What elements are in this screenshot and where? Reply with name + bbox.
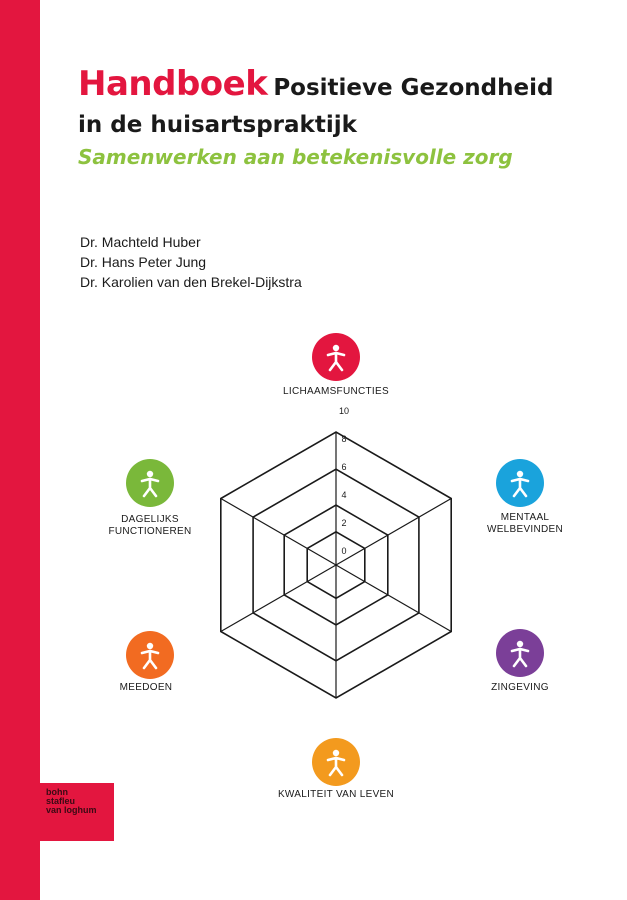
tick-label: 2 [341, 518, 347, 528]
title-line-2: in de huisartspraktijk [78, 112, 357, 138]
dimension-label: DAGELIJKS [121, 514, 179, 525]
runner-icon [312, 333, 360, 381]
dimension-label: FUNCTIONEREN [108, 526, 192, 537]
publisher-logo [40, 783, 114, 841]
subtitle: Samenwerken aan betekenisvolle zorg [78, 145, 513, 169]
title-handboek: Handboek [78, 64, 268, 104]
dimension-label: MEEDOEN [119, 682, 173, 693]
author-name: Dr. Machteld Huber [80, 234, 201, 250]
web-spoke [221, 565, 336, 632]
tick-label: 0 [341, 546, 347, 556]
person-arms-up-icon [496, 459, 544, 507]
author-name: Dr. Hans Peter Jung [80, 254, 207, 270]
hexagon-web [221, 432, 451, 698]
dimension-label: KWALITEIT VAN LEVEN [277, 789, 395, 800]
people-m-icon [126, 631, 174, 679]
dimension-label: MENTAAL [500, 512, 550, 523]
web-spoke [221, 499, 336, 566]
publisher-word: van loghum [46, 805, 97, 815]
publisher-word: stafleu [46, 796, 76, 806]
dimension-label: ZINGEVING [491, 682, 549, 693]
dimension-label: WELBEVINDEN [486, 524, 564, 535]
tick-label: 10 [338, 406, 350, 416]
sun-people-icon [312, 738, 360, 786]
web-spoke [336, 499, 451, 566]
author-name: Dr. Karolien van den Brekel-Dijkstra [80, 274, 302, 290]
people-table-icon [126, 459, 174, 507]
person-heart-icon [496, 629, 544, 677]
web-spoke [336, 565, 451, 632]
tick-label: 6 [341, 462, 347, 472]
title-positieve-gezondheid: Positieve Gezondheid [273, 75, 554, 101]
tick-label: 4 [341, 490, 347, 500]
publisher-word: bohn [46, 787, 68, 797]
dimension-label: LICHAAMSFUNCTIES [283, 386, 389, 397]
tick-label: 8 [341, 434, 347, 444]
